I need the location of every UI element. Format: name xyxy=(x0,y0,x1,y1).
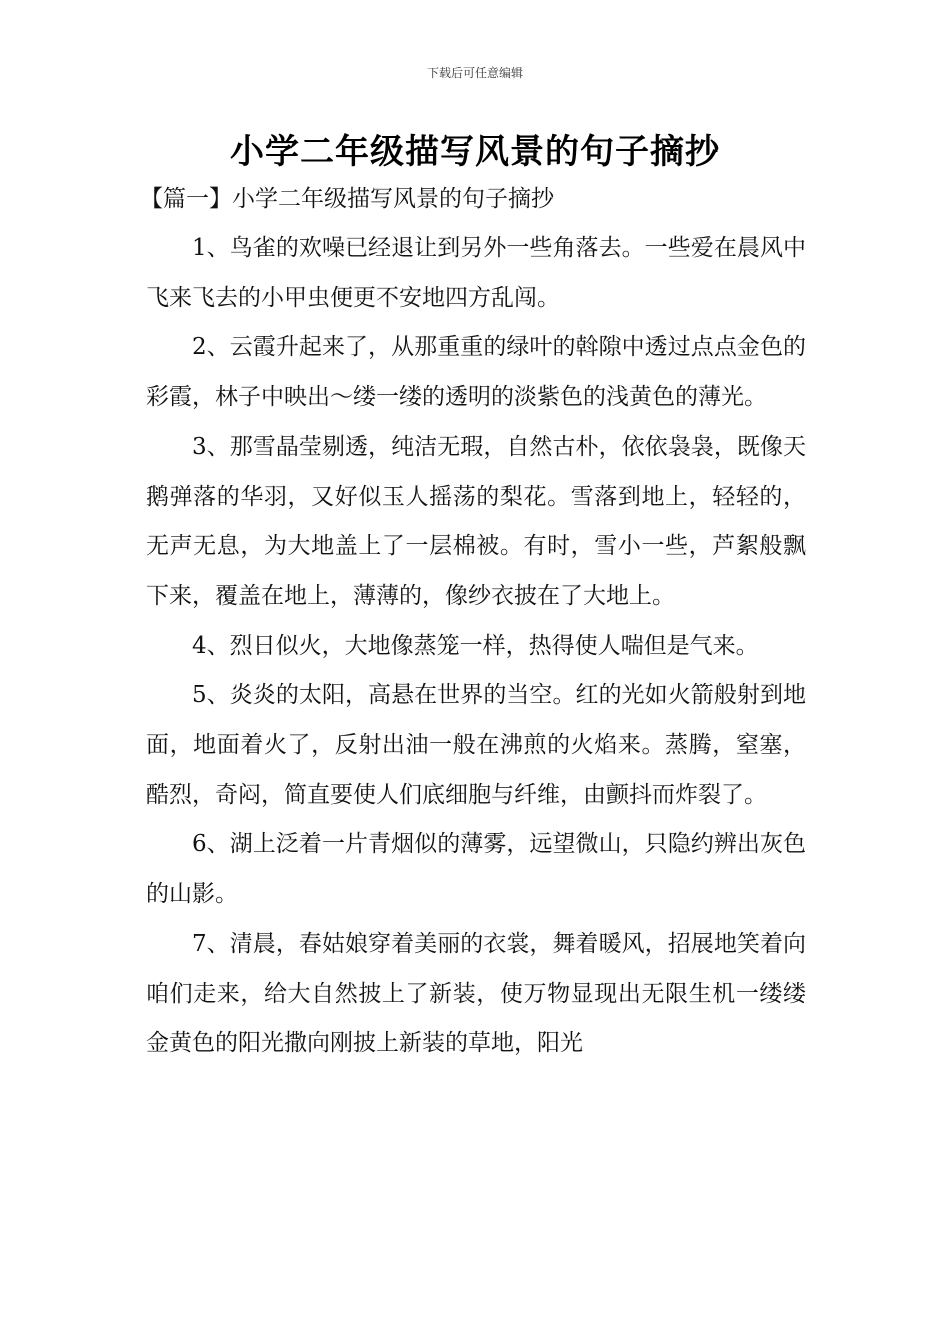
paragraph-5: 5、炎炎的太阳，高悬在世界的当空。红的光如火箭般射到地面，地面着火了，反射出油一般在沸煎的火焰来。蒸腾，窒塞，酷烈，奇闷，简直要使人们底细胞与纤维，由颤抖而炸裂了。 xyxy=(146,682,806,808)
document-title: 小学二年级描写风景的句子摘抄 xyxy=(230,132,720,172)
header-note: 下载后可任意编辑 xyxy=(426,66,523,80)
paragraph-6: 6、湖上泛着一片青烟似的薄雾，远望微山，只隐约辨出灰色的山影。 xyxy=(146,831,806,908)
paragraph-3: 3、那雪晶莹剔透，纯洁无瑕，自然古朴，依依袅袅，既像天鹅弹落的华羽，又好似玉人摇荡的梨花。雪落到地上，轻轻的，无声无息，为大地盖上了一层棉被。有时，雪小一些，芦絮般飘下来，覆盖在地上，薄薄的，像纱衣披在了大地上。 xyxy=(146,433,806,609)
section-heading: 【篇一】小学二年级描写风景的句子摘抄 xyxy=(140,186,554,212)
document-body xyxy=(146,224,806,1069)
paragraph-1: 1、鸟雀的欢噪已经退让到另外一些角落去。一些爱在晨风中飞来飞去的小甲虫便更不安地四方乱闯。 xyxy=(146,235,806,311)
paragraph-7: 7、清晨，春姑娘穿着美丽的衣裳，舞着暖风，招展地笑着向咱们走来，给大自然披上了新装，使万物显现出无限生机一缕缕金黄色的阳光撒向刚披上新装的草地，阳光 xyxy=(146,930,806,1057)
paragraph-2: 2、云霞升起来了，从那重重的绿叶的斡隙中透过点点金色的彩霞，林子中映出～缕一缕的透明的淡紫色的浅黄色的薄光。 xyxy=(146,334,806,411)
paragraph-4: 4、烈日似火，大地像蒸笼一样，热得使人喘但是气来。 xyxy=(192,632,759,659)
